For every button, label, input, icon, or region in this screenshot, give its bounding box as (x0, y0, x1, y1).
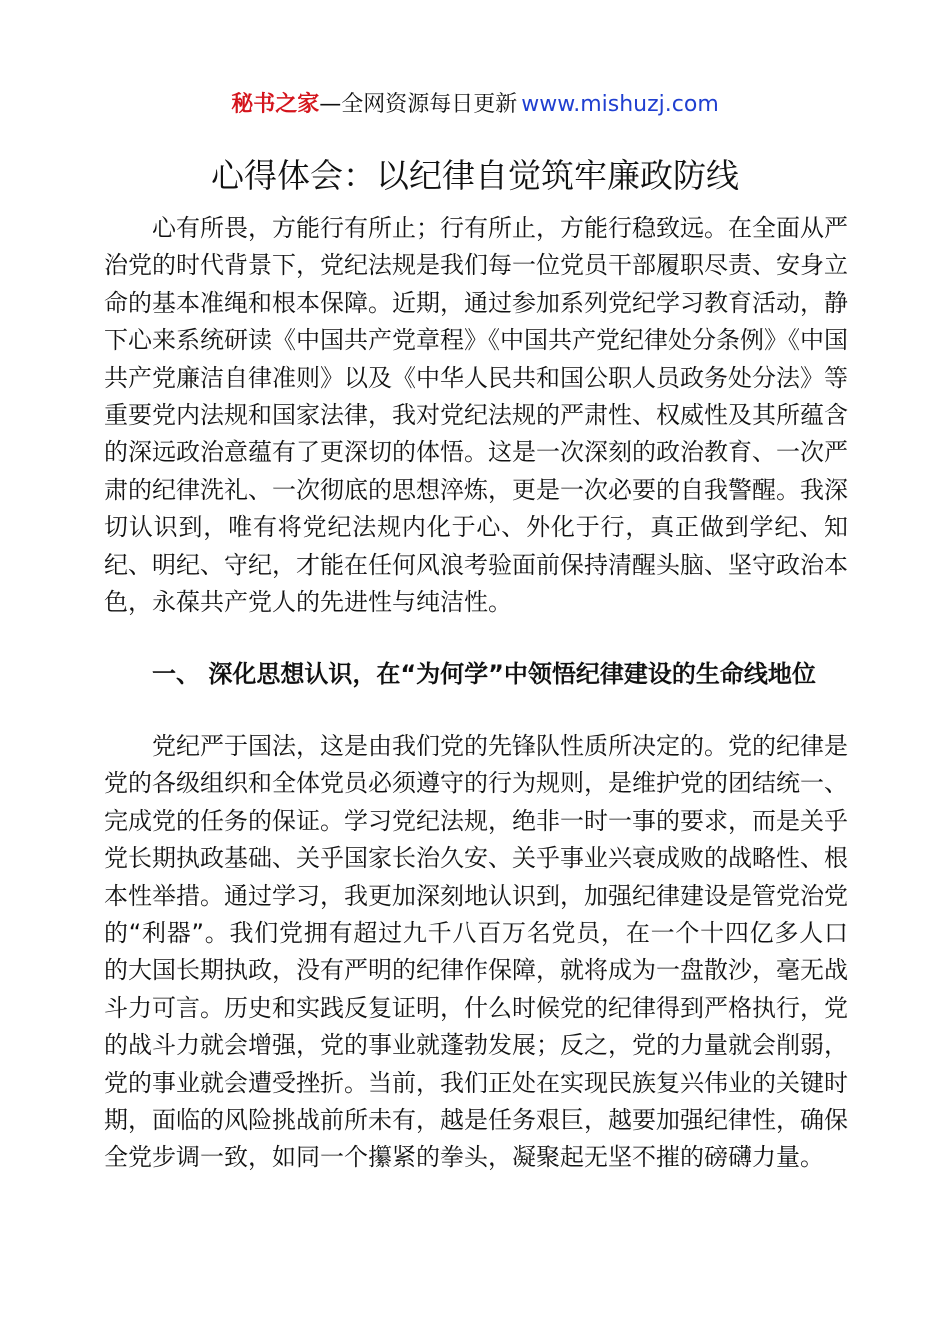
site-name: 秘书之家 (231, 92, 320, 117)
site-header (0, 88, 950, 122)
site-tagline: —全网资源每日更新 (319, 92, 518, 117)
section-heading: 一、 深化思想认识，在“为何学”中领悟纪律建设的生命线地位 (152, 660, 816, 688)
site-url-link[interactable]: www.mishuzj.com (521, 92, 719, 117)
body-paragraph: 党纪严于国法，这是由我们党的先锋队性质所决定的。党的纪律是党的各级组织和全体党员必须遵守的行为规则，是维护党的团结统一、完成党的任务的保证。学习党纪法规，绝非一时一事的要求，而是关乎党长期执政基础、关乎国家长治久安、关乎事业兴衰成败的战略性、根本性举措。通过学习，我更加深刻地认识到，加强纪律建设是管党治党的“利器”。我们党拥有超过九千八百万名党员，在一个十四亿多人口的大国长期执政，没有严明的纪律作保障，就将成为一盘散沙，毫无战斗力可言。历史和实践反复证明，什么时候党的纪律得到严格执行，党的战斗力就会增强，党的事业就蓬勃发展；反之，党的力量就会削弱，党的事业就会遭受挫折。当前，我们正处在实现民族复兴伟业的关键时期，面临的风险挑战前所未有，越是任务艰巨，越要加强纪律性，确保全党步调一致，如同一个攥紧的拳头，凝聚起无坚不摧的磅礴力量。 (104, 732, 848, 1172)
document-title: 心得体会：以纪律自觉筑牢廉政防线 (211, 156, 739, 195)
body-paragraph: 心有所畏，方能行有所止；行有所止，方能行稳致远。在全面从严治党的时代背景下，党纪法规是我们每一位党员干部履职尽责、安身立命的基本准绳和根本保障。近期，通过参加系列党纪学习教育活动，静下心来系统研读《中国共产党章程》《中国共产党纪律处分条例》《中国共产党廉洁自律准则》以及《中华人民共和国公职人员政务处分法》等重要党内法规和国家法律，我对党纪法规的严肃性、权威性及其所蕴含的深远政治意蕴有了更深切的体悟。这是一次深刻的政治教育、一次严肃的纪律洗礼、一次彻底的思想淬炼，更是一次必要的自我警醒。我深切认识到，唯有将党纪法规内化于心、外化于行，真正做到学纪、知纪、明纪、守纪，才能在任何风浪考验面前保持清醒头脑、坚守政治本色，永葆共产党人的先进性与纯洁性。 (104, 214, 848, 617)
